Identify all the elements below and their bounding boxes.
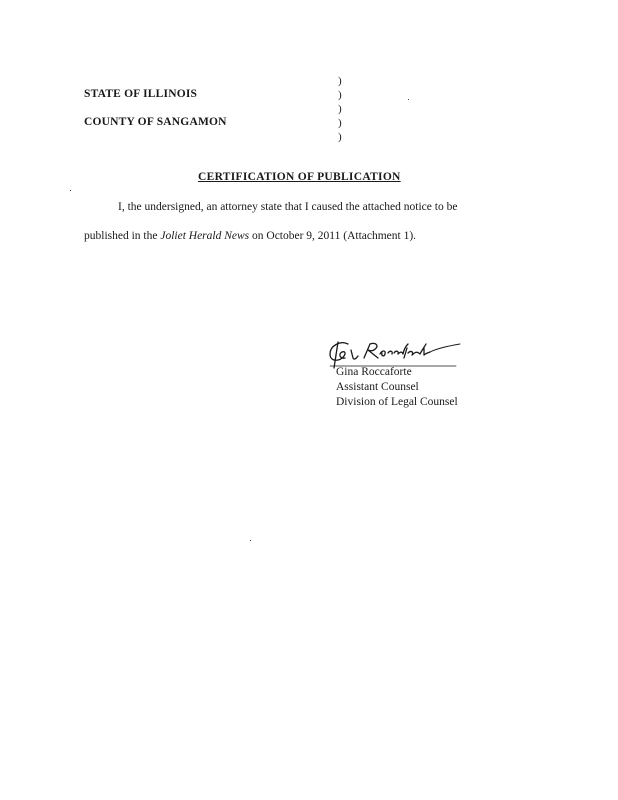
caption-paren: ) xyxy=(338,131,342,143)
caption-paren: ) xyxy=(338,117,342,129)
scan-speck xyxy=(250,540,251,541)
body-line-2 xyxy=(84,230,416,242)
caption-county: COUNTY OF SANGAMON xyxy=(84,116,227,128)
scan-speck xyxy=(408,99,409,100)
scan-speck xyxy=(70,190,71,191)
body-line-1: I, the undersigned, an attorney state that I caused the attached notice to be xyxy=(118,201,458,213)
body-line-2-end: on October 9, 2011 (Attachment 1). xyxy=(249,230,417,242)
signer-name: Gina Roccaforte xyxy=(336,366,412,378)
caption-paren: ) xyxy=(338,103,342,115)
signer-title: Assistant Counsel xyxy=(336,381,419,393)
caption-paren: ) xyxy=(338,89,342,101)
caption-state: STATE OF ILLINOIS xyxy=(84,88,198,100)
body-line-2-start: published in the xyxy=(84,230,161,242)
caption-paren: ) xyxy=(338,75,342,87)
publication-name: Joliet Herald News xyxy=(160,230,250,242)
document-title: CERTIFICATION OF PUBLICATION xyxy=(198,171,401,183)
signer-division: Division of Legal Counsel xyxy=(336,396,458,408)
